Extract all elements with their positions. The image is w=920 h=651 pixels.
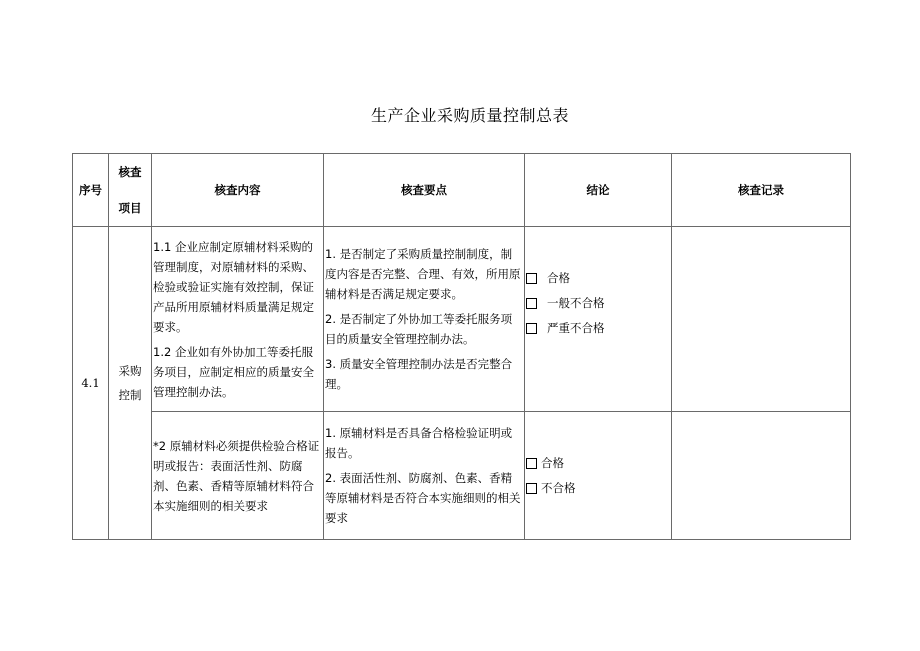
section-seq: 4.1 bbox=[73, 227, 109, 540]
conclusion-option-fail[interactable] bbox=[525, 479, 671, 497]
conclusion-label: 一般不合格 bbox=[547, 296, 605, 310]
content-cell bbox=[152, 412, 324, 540]
content-paragraph: *2 原辅材料必须提供检验合格证明或报告：表面活性剂、防腐剂、色素、香精等原辅材料符合本实施细则的相关要求 bbox=[153, 438, 320, 513]
conclusion-cell bbox=[525, 412, 672, 540]
conclusion-option-severe-fail[interactable] bbox=[525, 319, 671, 337]
header-seq: 序号 bbox=[73, 154, 109, 227]
header-item bbox=[109, 154, 152, 227]
section-item bbox=[109, 227, 152, 540]
content-paragraph: 1.2 企业如有外协加工等委托服务项目，应制定相应的质量安全管理控制办法。 bbox=[153, 344, 314, 399]
record-cell[interactable] bbox=[672, 412, 851, 540]
header-item-line1: 核查 bbox=[118, 165, 142, 179]
conclusion-option-pass[interactable] bbox=[525, 454, 671, 472]
content-paragraph: 1.1 企业应制定原辅材料采购的管理制度，对原辅材料的采购、检验或验证实施有效控制，保证产品所用原辅材料质量满足规定要求。 bbox=[153, 239, 314, 334]
inspection-table bbox=[72, 153, 851, 540]
points-paragraph: 2. 是否制定了外协加工等委托服务项目的质量安全管理控制办法。 bbox=[325, 312, 513, 346]
header-record: 核查记录 bbox=[672, 154, 851, 227]
section-item-line2: 控制 bbox=[118, 388, 142, 402]
header-row bbox=[73, 154, 851, 227]
header-content: 核查内容 bbox=[152, 154, 324, 227]
checkbox-icon[interactable] bbox=[526, 298, 537, 309]
points-paragraph: 1. 原辅材料是否具备合格检验证明或报告。 bbox=[325, 426, 513, 460]
conclusion-label: 严重不合格 bbox=[547, 321, 605, 335]
conclusion-option-pass[interactable] bbox=[525, 269, 671, 287]
points-paragraph: 2. 表面活性剂、防腐剂、色素、香精等原辅材料是否符合本实施细则的相关要求 bbox=[325, 471, 521, 525]
checkbox-icon[interactable] bbox=[526, 323, 537, 334]
section-item-line1: 采购 bbox=[118, 364, 142, 378]
conclusion-label: 合格 bbox=[547, 271, 570, 285]
header-conclusion: 结论 bbox=[525, 154, 672, 227]
checkbox-icon[interactable] bbox=[526, 273, 537, 284]
conclusion-option-minor-fail[interactable] bbox=[525, 294, 671, 312]
header-points: 核查要点 bbox=[324, 154, 525, 227]
points-cell bbox=[324, 412, 525, 540]
record-cell[interactable] bbox=[672, 227, 851, 412]
table-row bbox=[73, 227, 851, 412]
table-row bbox=[73, 412, 851, 540]
checkbox-icon[interactable] bbox=[526, 483, 537, 494]
header-item-line2: 项目 bbox=[118, 201, 142, 215]
conclusion-label: 合格 bbox=[541, 456, 564, 470]
points-cell bbox=[324, 227, 525, 412]
conclusion-cell bbox=[525, 227, 672, 412]
document-title: 生产企业采购质量控制总表 bbox=[370, 106, 569, 125]
points-paragraph: 3. 质量安全管理控制办法是否完整合理。 bbox=[325, 357, 513, 391]
content-cell bbox=[152, 227, 324, 412]
points-paragraph: 1. 是否制定了采购质量控制制度，制度内容是否完整、合理、有效，所用原辅材料是否满足规定要求。 bbox=[325, 247, 521, 301]
checkbox-icon[interactable] bbox=[526, 458, 537, 469]
conclusion-label: 不合格 bbox=[541, 481, 576, 495]
